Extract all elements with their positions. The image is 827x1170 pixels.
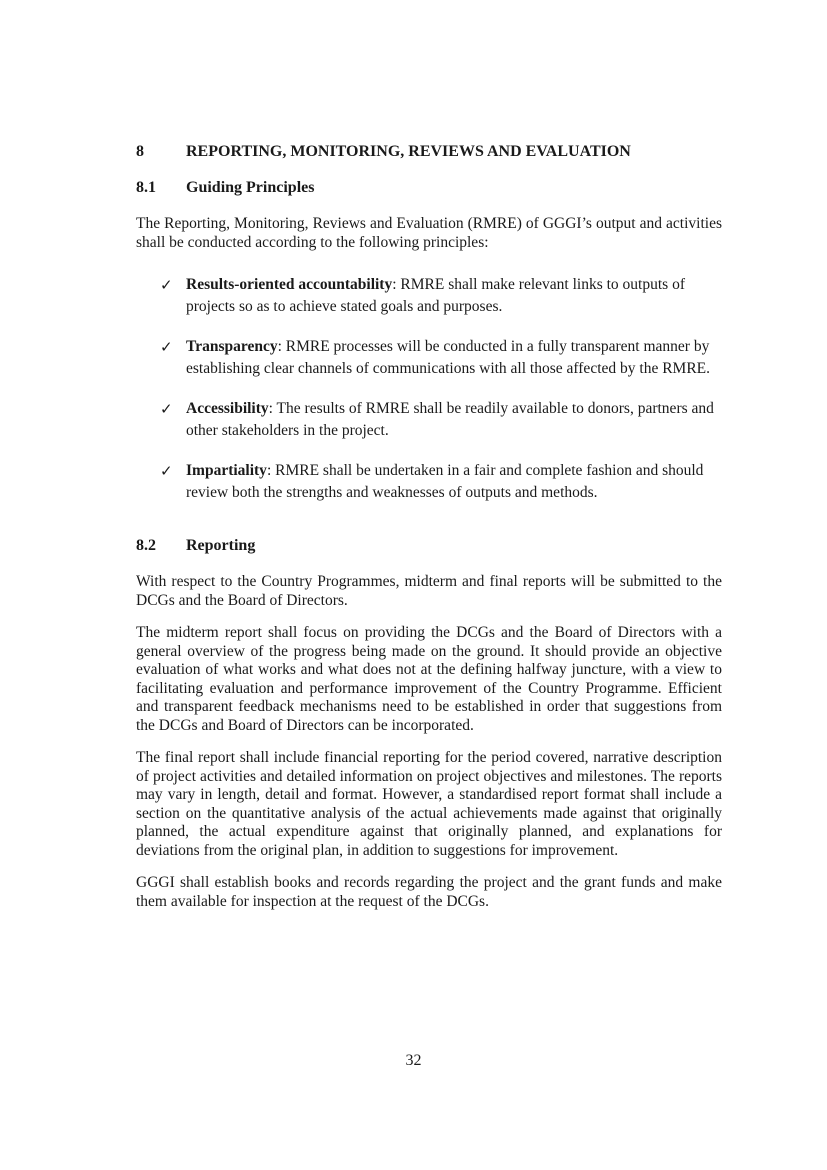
principle-term: Results-oriented accountability xyxy=(186,276,393,293)
principle-term: Accessibility xyxy=(186,400,269,417)
list-item xyxy=(160,274,722,318)
page-number: 32 xyxy=(405,1052,422,1069)
principles-list xyxy=(136,274,722,504)
reporting-paragraph-4: GGGI shall establish books and records regarding the project and the grant funds and make them available for inspection at the request of the DCGs. xyxy=(136,874,722,910)
checkmark-icon: ✓ xyxy=(160,338,173,356)
list-item xyxy=(160,398,722,442)
section-number: 8.2 xyxy=(136,537,156,554)
principle-text: : RMRE processes will be conducted in a fully transparent manner by establishing clear channels of communications with all those affected by the RMRE. xyxy=(186,338,710,377)
checkmark-icon: ✓ xyxy=(160,276,173,294)
list-item xyxy=(160,460,722,504)
principle-term: Impartiality xyxy=(186,462,267,479)
section-title: Reporting xyxy=(186,537,256,554)
reporting-paragraph-3: The final report shall include financial reporting for the period covered, narrative description of project activities and detailed information on project objectives and milestones. The reports may vary in length, detail and format. However, a standardised report format shall include a section on the quantitative analysis of the actual achievements made against that originally planned, the actual expenditure against that originally planned, and explanations for deviations from the original plan, in addition to suggestions for improvement. xyxy=(136,749,722,859)
principle-text: : The results of RMRE shall be readily available to donors, partners and other stakeholders in the project. xyxy=(186,400,714,439)
section-number: 8 xyxy=(136,143,144,160)
section-title: Guiding Principles xyxy=(186,179,315,196)
reporting-paragraph-1: With respect to the Country Programmes, midterm and final reports will be submitted to the DCGs and the Board of Directors. xyxy=(136,573,722,609)
principle-text: : RMRE shall make relevant links to outputs of projects so as to achieve stated goals and purposes. xyxy=(186,276,685,315)
section-heading-8-1 xyxy=(136,178,722,198)
checkmark-icon: ✓ xyxy=(160,462,173,480)
section-number: 8.1 xyxy=(136,179,156,196)
principle-term: Transparency xyxy=(186,338,278,355)
section-spacer xyxy=(136,522,722,536)
principle-text: : RMRE shall be undertaken in a fair and complete fashion and should review both the strengths and weaknesses of outputs and methods. xyxy=(186,462,704,501)
list-item xyxy=(160,336,722,380)
section-heading-8 xyxy=(136,142,722,162)
principles-intro: The Reporting, Monitoring, Reviews and Evaluation (RMRE) of GGGI’s output and activities shall be conducted according to the following principles: xyxy=(136,215,722,251)
section-heading-8-2 xyxy=(136,536,722,556)
reporting-paragraph-2: The midterm report shall focus on providing the DCGs and the Board of Directors with a general overview of the progress being made on the ground. It should provide an objective evaluation of what works and what does not at the defining halfway juncture, with a view to facilitating evaluation and performance improvement of the Country Programme. Efficient and transparent feedback mechanisms need to be established in order that suggestions from the DCGs and Board of Directors can be incorporated. xyxy=(136,624,722,734)
checkmark-icon: ✓ xyxy=(160,400,173,418)
section-title: REPORTING, MONITORING, REVIEWS AND EVALUATION xyxy=(186,143,631,160)
page-content xyxy=(136,142,722,925)
